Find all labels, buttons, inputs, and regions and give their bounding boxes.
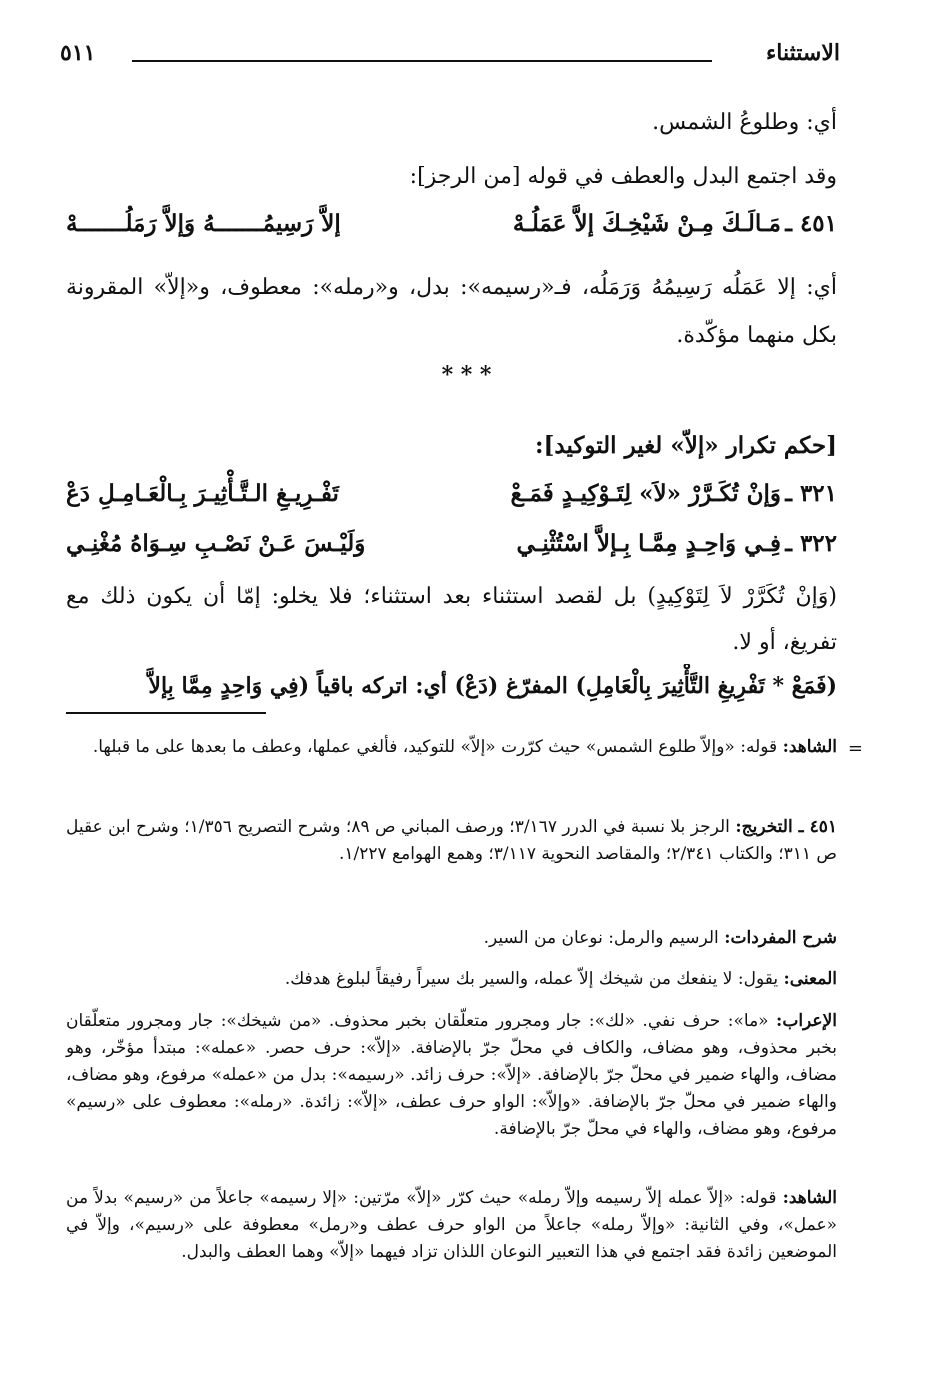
footnote-takhrij — [66, 814, 837, 868]
verse-second-half: تَفْـرِيـغِ الـتَّـأْثِيـرَ بِـالْعَـامِـلِ دَعْ — [66, 480, 339, 507]
verse-first-half: وَإنْ تُكَـرَّرْ «لاَ» لِتَـوْكِيـدٍ فَمَـعْ — [510, 480, 781, 507]
paragraph-2: وقد اجتمع البدل والعطف في قوله [من الرجز]: — [409, 164, 837, 189]
footnote-text: يقول: لا ينفعك من شيخك إلاّ عمله، والسير بك سيراً رفيقاً لبلوغ هدفك. — [284, 969, 779, 989]
section-divider-stars: * * * — [441, 362, 492, 388]
footnote-label: ٤٥١ ـ التخريج: — [735, 817, 838, 837]
footnote-text: قوله: «وإلاّ طلوع الشمس» حيث كرّرت «إلاّ» للتوكيد، فألغي عملها، وعطف ما بعدها على ما قبلها. — [92, 737, 778, 757]
paragraph-1: أي: وطلوعُ الشمس. — [652, 110, 837, 135]
footnote-shahid-1 — [66, 734, 837, 761]
verse-second-half: إلاَّ رَسِيمُـــــــهُ وَإلاَّ رَمَلُـــــــهْ — [66, 210, 341, 237]
footnote-continuation-mark: = — [847, 738, 863, 759]
footnote-label: الشاهد: — [782, 737, 837, 757]
header-rule — [132, 60, 712, 62]
footnote-label: المعنى: — [783, 969, 837, 989]
footnote-label: الشاهد: — [782, 1188, 837, 1208]
paragraph-5: (فَمَعْ * تَفْرِيغِ التَّأْثِيرَ بِالْعَامِلِ) المفرّغ (دَعْ) أي: اتركه باقياً (فِي وَاحِدٍ مِمَّا بِإلاَّ — [148, 673, 837, 699]
paragraph-3: أي: إلا عَمَلُه رَسِيمُهُ وَرَمَلُه، فـ«رسيمه»: بدل، و«رمله»: معطوف، و«إلاّ» المقرونة بكل منهما مؤكّدة. — [66, 275, 837, 348]
verse-first-half: مَـالَـكَ مِـنْ شَيْخِـكَ إلاَّ عَمَلُـهْ — [512, 210, 781, 237]
footnote-shahid-2 — [66, 1185, 837, 1266]
paragraph-4: (وَإنْ تُكَرَّرْ لاَ لِتَوْكِيدٍ) بل لقصد استثناء بعد استثناء؛ فلا يخلو: إمّا أن يكون ذلك مع تفريغ، أو لا. — [66, 584, 837, 655]
footnote-separator — [66, 712, 266, 714]
footnote-text: الرجز بلا نسبة في الدرر ٣/١٦٧؛ ورصف المباني ص ٨٩؛ وشرح التصريح ١/٣٥٦؛ وشرح ابن عقيل ص ٣١١؛ والكتاب ٢/٣٤١؛ والمقاصد النحوية ٣/١١٧؛ وهمع الهوامع ١/٢٢٧. — [66, 817, 837, 864]
verse-321 — [66, 480, 837, 524]
section-title: الاستثناء — [765, 40, 840, 66]
verse-number: ٣٢٢ ـ — [785, 530, 837, 557]
footnote-text: قوله: «إلاّ عمله إلاّ رسيمه وإلاّ رمله» حيث كرّر «إلاّ» مرّتين: «إلا رسيمه» جاعلاً من «رسيم» بدلاً من «عمل»، وفي الثانية: «وإلاّ رمله» جاعلاً من الواو حرف عطف و«رمل» معطوفة على «رسيم»، وإلاّ في الموضعين زائدة فقد اجتمع في هذا التعبير النوعان اللذان تزاد فيهما «إلاّ» وهما العطف والبدل. — [66, 1188, 837, 1262]
running-header — [60, 36, 840, 76]
verse-first-half: فِـي وَاحِـدٍ مِمَّـا بِـإلاَّ اسْتُثْنِـي — [516, 530, 781, 557]
footnote-maana — [66, 966, 837, 993]
footnote-label: شرح المفردات: — [724, 928, 837, 948]
verse-second-half: وَلَيْـسَ عَـنْ نَصْـبِ سِـوَاهُ مُغْنِـي — [66, 530, 366, 557]
footnote-text: الرسيم والرمل: نوعان من السير. — [483, 928, 719, 948]
footnote-irab — [66, 1008, 837, 1143]
verse-number: ٣٢١ ـ — [785, 480, 837, 507]
footnote-label: الإعراب: — [776, 1011, 837, 1031]
verse-451 — [66, 210, 837, 254]
footnote-text: «ما»: حرف نفي. «لك»: جار ومجرور متعلّقان بخبر محذوف. «من شيخك»: جار ومجرور متعلّقان بخبر محذوف، وهو مضاف، والكاف في محلّ جرّ بالإضافة. «إلاّ»: حرف حصر. «عمله»: مبتدأ مؤخّر، وهو مضاف، والهاء ضمير في محلّ جرّ بالإضافة. «إلاّ»: حرف زائد. «رسيمه»: بدل من «عمله» مرفوع، وهو مضاف، والهاء ضمير في محلّ جرّ بالإضافة. «وإلاّ»: الواو حرف عطف، «إلاّ»: زائدة. «رمله»: معطوف على «رسيم» مرفوع، وهو مضاف، والهاء في محلّ جرّ بالإضافة. — [66, 1011, 837, 1139]
footnote-mufradat — [66, 925, 837, 952]
verse-number: ٤٥١ ـ — [785, 210, 837, 237]
verse-322 — [66, 530, 837, 574]
section-heading: [حكم تكرار «إلاّ» لغير التوكيد]: — [535, 432, 837, 459]
page-number: ٥١١ — [60, 40, 96, 66]
